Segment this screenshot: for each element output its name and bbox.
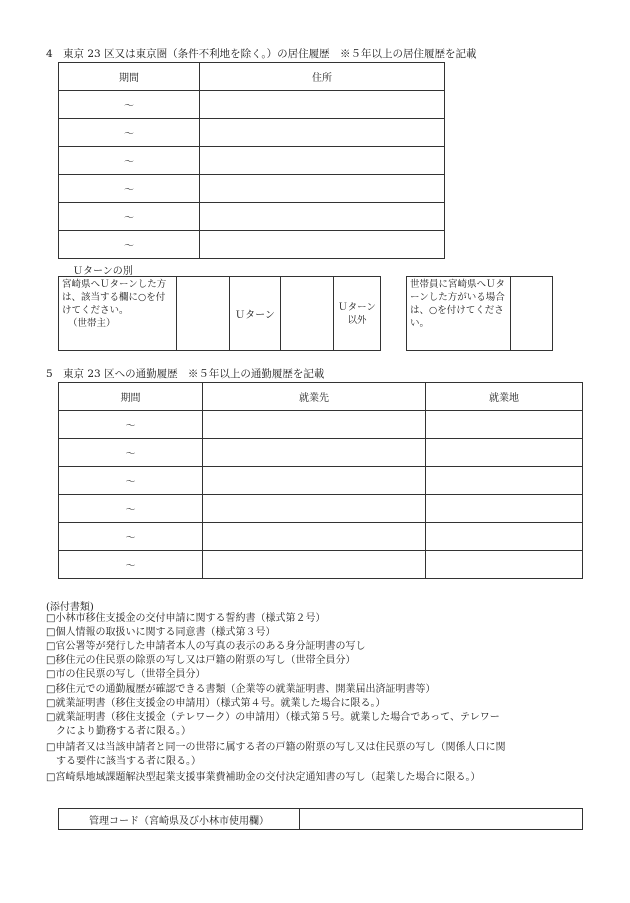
period-cell[interactable]: 〜 [59,91,200,119]
admin-code-table [58,808,583,830]
address-cell[interactable] [200,91,445,119]
section4-heading [46,46,476,61]
attachment-item: □移住元の住民票の除票の写し又は戸籍の附票の写し（世帯全員分） [46,655,356,666]
attachment-item-continued: クにより勤務する者に限る。） [56,726,191,737]
employer-cell[interactable] [203,523,426,551]
attachments-header: (添付書類) [46,602,94,613]
section5-number: 5 [46,368,53,380]
address-cell[interactable] [200,231,445,259]
address-cell[interactable] [200,203,445,231]
attachment-item: □就業証明書（移住支援金の申請用）（様式第４号。就業した場合に限る。） [46,698,386,709]
attachment-item: □小林市移住支援金の交付申請に関する誓約書（様式第２号） [46,613,326,624]
col-period: 期間 [59,63,200,91]
period-cell[interactable]: 〜 [59,231,200,259]
location-cell[interactable] [426,523,583,551]
address-cell[interactable] [200,119,445,147]
household-instruction-cell [407,277,511,351]
period-cell[interactable]: 〜 [59,523,203,551]
employer-cell[interactable] [203,551,426,579]
residence-history-table [58,62,445,259]
admin-code-field[interactable] [300,809,583,830]
col-location: 就業地 [426,383,583,411]
commute-history-table [58,382,583,579]
attachment-item: □官公署等が発行した申請者本人の写真の表示のある身分証明書の写し [46,641,366,652]
table-row [59,231,445,259]
period-cell[interactable]: 〜 [59,119,200,147]
uturn-applicant-table [58,276,381,351]
table-row [59,439,583,467]
section4-note: ※５年以上の居住履歴を記載 [339,48,477,60]
location-cell[interactable] [426,411,583,439]
attachment-item-continued: する要件に該当する者に限る。） [56,756,201,767]
period-cell[interactable]: 〜 [59,551,203,579]
table-row [59,467,583,495]
table-row [59,523,583,551]
uturn-check-cell[interactable] [177,277,230,351]
attachment-item: □市の住民票の写し（世帯全員分） [46,669,206,680]
employer-cell[interactable] [203,439,426,467]
period-cell[interactable]: 〜 [59,411,203,439]
col-period: 期間 [59,383,203,411]
uturn-other-option-label: Ｕターン以外 [334,277,381,351]
location-cell[interactable] [426,439,583,467]
period-cell[interactable]: 〜 [59,439,203,467]
period-cell[interactable]: 〜 [59,147,200,175]
attachment-item: □個人情報の取扱いに関する同意書（様式第３号） [46,627,276,638]
table-row [59,119,445,147]
address-cell[interactable] [200,147,445,175]
household-uturn-table [406,276,553,351]
uturn-option-label: Ｕターン [230,277,281,351]
household-instruction-text: 世帯員に宮崎県へＵターンした方がいる場合は、○を付けてください。 [410,279,506,329]
employer-cell[interactable] [203,411,426,439]
uturn-instruction-cell [59,277,177,351]
attachment-item: □移住元での通勤履歴が確認できる書類（企業等の就業証明書、開業届出済証明書等） [46,684,436,695]
table-row [59,147,445,175]
admin-code-label: 管理コード（宮崎県及び小林市使用欄） [59,809,300,830]
table-row [59,551,583,579]
section5-note: ※５年以上の通勤履歴を記載 [187,368,325,380]
household-check-cell[interactable] [511,277,553,351]
period-cell[interactable]: 〜 [59,175,200,203]
table-row [59,411,583,439]
period-cell[interactable]: 〜 [59,467,203,495]
table-row [59,203,445,231]
table-row [59,175,445,203]
section4-title: 東京 23 区又は東京圏（条件不利地を除く。）の居住履歴 [63,48,330,60]
uturn-instruction-text: 宮崎県へＵターンした方は、該当する欄に○を付けてください。 [62,279,167,316]
attachment-item: □宮崎県地域課題解決型起業支援事業費補助金の交付決定通知書の写し（起業した場合に限る。） [46,772,481,783]
employer-cell[interactable] [203,495,426,523]
section5-title: 東京 23 区への通勤履歴 [63,368,178,380]
col-address: 住所 [200,63,445,91]
section5-heading [46,366,324,381]
period-cell[interactable]: 〜 [59,495,203,523]
location-cell[interactable] [426,495,583,523]
location-cell[interactable] [426,551,583,579]
employer-cell[interactable] [203,467,426,495]
period-cell[interactable]: 〜 [59,203,200,231]
address-cell[interactable] [200,175,445,203]
table-row [59,495,583,523]
col-employer: 就業先 [203,383,426,411]
uturn-label: Ｕターンの別 [73,266,133,277]
location-cell[interactable] [426,467,583,495]
uturn-other-check-cell[interactable] [281,277,334,351]
uturn-applicant-sub: （世帯主） [68,318,116,329]
section4-number: 4 [46,48,53,60]
attachment-item: □申請者又は当該申請者と同一の世帯に属する者の戸籍の附票の写し又は住民票の写し（関係人口に関 [46,742,506,753]
table-row [59,91,445,119]
attachment-item: □就業証明書（移住支援金（テレワーク）の申請用）（様式第５号。就業した場合であって、テレワー [46,712,500,723]
